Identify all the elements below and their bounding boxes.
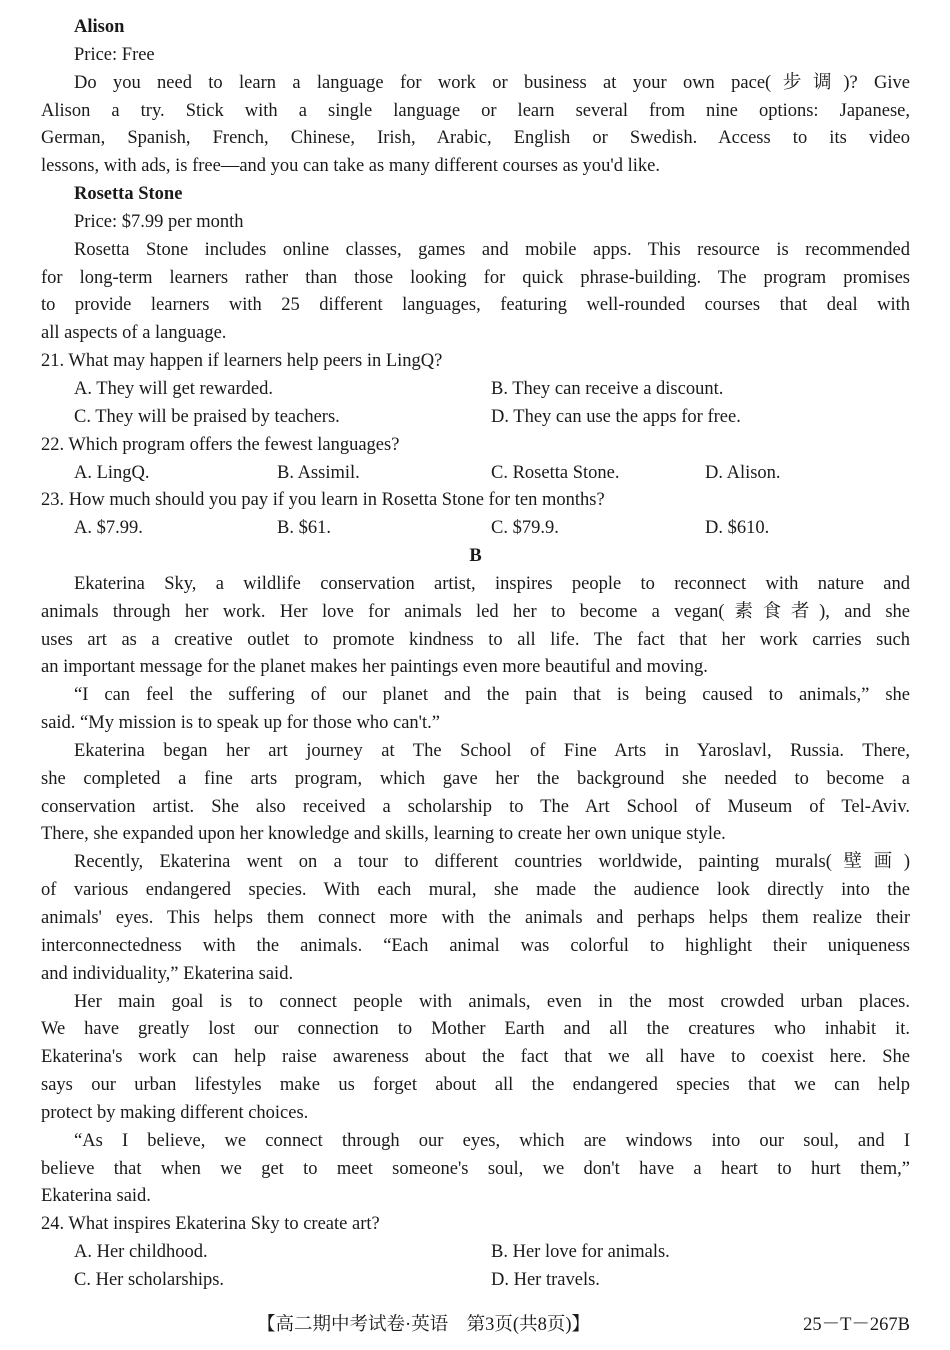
answer-option: A. They will get rewarded. [74,378,273,399]
paragraph [41,849,910,988]
answer-options [41,1239,910,1267]
text-line: believe that when we get to meet someone's soul, we don't have a heart to hurt them,” [41,1158,910,1179]
paragraph [41,42,910,70]
text-line: she completed a fine arts program, which gave her the background she needed to become a [41,768,910,789]
text-line: uses art as a creative outlet to promote kindness to all life. The fact that her work carries such [41,629,910,650]
answer-options [41,404,910,432]
answer-option: D. Her travels. [491,1269,600,1290]
text-line: We have greatly lost our connection to Mother Earth and all the creatures who inhabit it. [41,1019,910,1040]
text-line: Price: Free [74,44,155,65]
text-line: animals through her work. Her love for animals led her to become a vegan(素食者), and she [41,601,910,622]
paragraph [41,989,910,1128]
question: 24. What inspires Ekaterina Sky to create art? [41,1214,380,1235]
section-label: B [469,546,482,567]
text-line: “As I believe, we connect through our eyes, which are windows into our soul, and I [74,1130,910,1151]
answer-option: A. LingQ. [74,462,150,483]
answer-option: C. They will be praised by teachers. [74,406,340,427]
text-line: an important message for the planet makes her paintings even more beautiful and moving. [41,657,708,678]
text-line: conservation artist. She also received a scholarship to The Art School of Museum of Tel-Aviv. [41,796,910,817]
paragraph [41,1128,910,1212]
text-line: Recently, Ekaterina went on a tour to different countries worldwide, painting murals(壁画) [74,852,910,873]
answer-option: A. $7.99. [74,518,143,539]
text-line: lessons, with ads, is free—and you can take as many different courses as you'd like. [41,156,660,177]
text-line: Do you need to learn a language for work or business at your own pace(步调)? Give [74,72,910,93]
paragraph [41,237,910,348]
answer-options [41,1267,910,1295]
text-line: Ekaterina began her art journey at The School of Fine Arts in Yaroslavl, Russia. There, [74,740,910,761]
text-line: German, Spanish, French, Chinese, Irish, Arabic, English or Swedish. Access to its video [41,128,910,149]
text-line: for long-term learners rather than those looking for quick phrase-building. The program promises [41,267,910,288]
footer-title: 【高二期中考试卷·英语 第3页(共8页)】 [257,1315,590,1335]
text-line: Her main goal is to connect people with animals, even in the most crowded urban places. [74,991,910,1012]
answer-option: C. $79.9. [491,518,559,539]
section-heading: Alison [74,17,125,37]
answer-option: B. They can receive a discount. [491,378,724,399]
section-heading: Rosetta Stone [74,184,183,205]
answer-option: B. Her love for animals. [491,1242,670,1263]
answer-option: C. Her scholarships. [74,1269,225,1290]
text-line: all aspects of a language. [41,323,227,344]
paragraph [41,682,910,738]
answer-option: D. $610. [705,518,770,539]
document-body [41,14,910,1295]
footer-code: 25－T－267B [803,1315,910,1335]
answer-options [41,515,910,543]
question: 21. What may happen if learners help peers in LingQ? [41,351,443,372]
answer-option: C. Rosetta Stone. [491,462,620,483]
text-line: Ekaterina said. [41,1186,151,1207]
answer-options [41,460,910,488]
text-line: Price: $7.99 per month [74,211,244,232]
paragraph [41,209,910,237]
answer-options [41,376,910,404]
text-line: Ekaterina Sky, a wildlife conservation artist, inspires people to reconnect with nature and [74,573,910,594]
paragraph [41,70,910,181]
text-line: to provide learners with 25 different languages, featuring well-rounded courses that deal with [41,295,910,316]
text-line: Alison a try. Stick with a single language or learn several from nine options: Japanese, [41,100,910,121]
question: 22. Which program offers the fewest languages? [41,434,400,455]
text-line: animals' eyes. This helps them connect more with the animals and perhaps helps them realize their [41,908,910,928]
text-line: interconnectedness with the animals. “Each animal was colorful to highlight their uniqueness [41,935,910,956]
text-line: says our urban lifestyles make us forget about all the endangered species that we can help [41,1075,910,1096]
text-line: There, she expanded upon her knowledge and skills, learning to create her own unique style. [41,824,726,845]
question: 23. How much should you pay if you learn in Rosetta Stone for ten months? [41,490,605,511]
page-footer [0,1311,950,1339]
paragraph [41,738,910,849]
answer-option: A. Her childhood. [74,1242,208,1263]
answer-option: D. Alison. [705,462,781,483]
answer-option: D. They can use the apps for free. [491,406,741,427]
text-line: and individuality,” Ekaterina said. [41,963,294,984]
answer-option: B. Assimil. [277,462,360,483]
text-line: Ekaterina's work can help raise awareness about the fact that we all have to coexist here. She [41,1047,910,1068]
text-line: Rosetta Stone includes online classes, games and mobile apps. This resource is recommended [74,239,910,260]
text-line: “I can feel the suffering of our planet and the pain that is being caused to animals,” she [74,685,910,706]
paragraph [41,571,910,682]
text-line: said. “My mission is to speak up for those who can't.” [41,713,440,734]
text-line: of various endangered species. With each mural, she made the audience look directly into the [41,880,910,901]
answer-option: B. $61. [277,518,331,539]
text-line: protect by making different choices. [41,1102,309,1123]
